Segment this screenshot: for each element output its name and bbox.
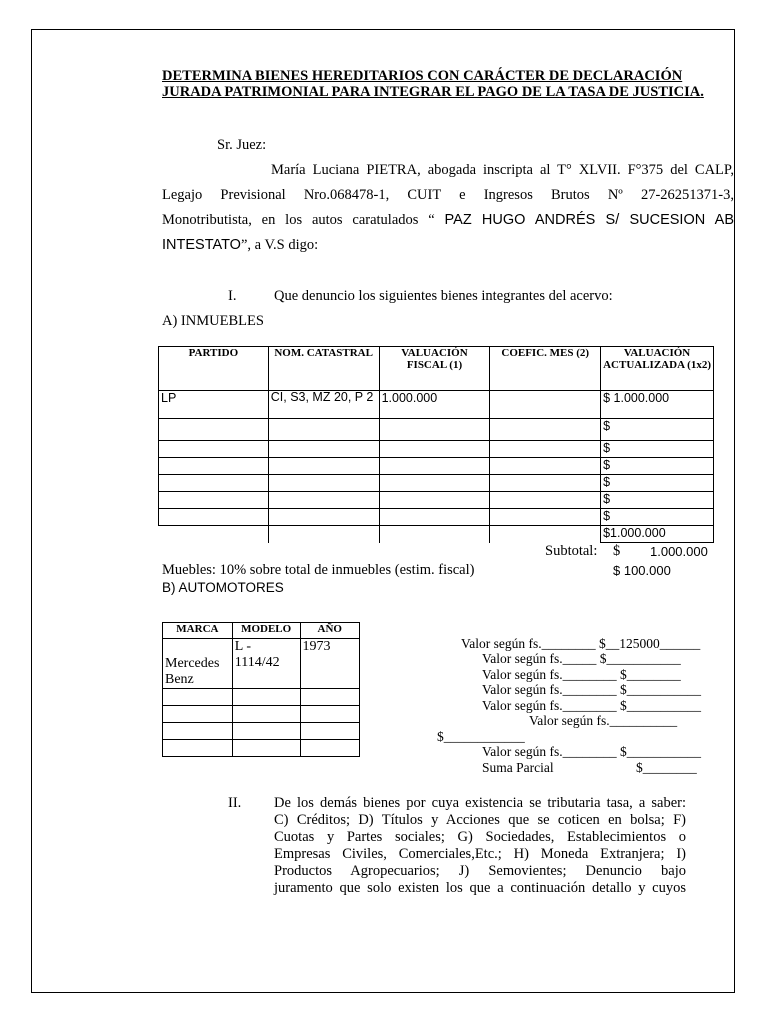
subtotal-currency: $	[613, 543, 621, 559]
cell-actual: $	[601, 475, 714, 492]
cell-anio	[300, 706, 359, 723]
cell-actual: $	[601, 441, 714, 458]
suma-parcial-value: $________	[636, 760, 697, 775]
table-row	[159, 441, 714, 458]
cell-actual: $ 1.000.000	[601, 391, 714, 419]
table-row	[159, 475, 714, 492]
cell-catastral	[268, 475, 379, 492]
cell-coef	[490, 475, 601, 492]
valor-line-5: Valor según fs.________ $___________	[482, 698, 701, 713]
cell-anio: 1973	[300, 639, 359, 689]
cell-modelo	[232, 723, 300, 740]
table-row	[163, 740, 360, 757]
section-2-line-3: Cuotas y Partes sociales; G) Sociedades, Establecimientos o	[274, 829, 686, 845]
header-nom-catastral: NOM. CATASTRAL	[268, 347, 379, 391]
cell-partido	[159, 492, 269, 509]
document-title	[162, 68, 722, 100]
section-2-line-6: juramento que solo existen los que a continuación detallo y cuyos	[274, 880, 686, 896]
intro-line-1: María Luciana PIETRA, abogada inscripta al T° XLVII. F°375 del CALP,	[271, 162, 734, 178]
cell-fiscal: 1.000.000	[379, 391, 490, 419]
subheading-automotores: B) AUTOMOTORES	[162, 580, 284, 595]
header-marca: MARCA	[163, 623, 233, 639]
cell-actual: $	[601, 458, 714, 475]
cell-modelo	[232, 740, 300, 757]
cell-marca: Mercedes Benz	[163, 639, 233, 689]
cell-fiscal	[379, 441, 490, 458]
cell-fiscal	[379, 419, 490, 441]
case-title-part-2: INTESTATO	[162, 237, 241, 253]
table-row	[163, 689, 360, 706]
cell-partido	[159, 441, 269, 458]
header-partido: PARTIDO	[159, 347, 269, 391]
intro-line-4	[162, 237, 318, 254]
valor-line-2: Valor según fs._____ $___________	[482, 651, 681, 666]
inmuebles-header-row	[159, 347, 714, 391]
cell-marca	[163, 689, 233, 706]
cell-partido	[159, 475, 269, 492]
subtotal-value: 1.000.000	[650, 544, 708, 559]
cell-catastral	[268, 441, 379, 458]
section-2-numeral: II.	[228, 795, 242, 811]
valor-line-1: Valor según fs.________ $__125000______	[461, 636, 701, 651]
cell-partido	[159, 458, 269, 475]
cell-actual: $	[601, 492, 714, 509]
cell-marca	[163, 723, 233, 740]
cell-fiscal	[379, 526, 490, 543]
automotores-header-row	[163, 623, 360, 639]
section-1-numeral: I.	[228, 288, 237, 304]
cell-modelo	[232, 706, 300, 723]
cell-catastral	[268, 526, 379, 543]
header-valuacion-fiscal: VALUACIÓN FISCAL (1)	[379, 347, 490, 391]
cell-anio	[300, 740, 359, 757]
table-row	[163, 639, 360, 689]
table-row	[159, 391, 714, 419]
intro-line-3	[162, 212, 734, 229]
cell-marca	[163, 740, 233, 757]
cell-modelo	[232, 689, 300, 706]
cell-fiscal	[379, 509, 490, 526]
cell-catastral	[268, 419, 379, 441]
suma-parcial-label: Suma Parcial	[482, 760, 554, 775]
cell-fiscal	[379, 475, 490, 492]
table-row	[159, 492, 714, 509]
header-anio: AÑO	[300, 623, 359, 639]
header-modelo: MODELO	[232, 623, 300, 639]
table-row	[159, 526, 714, 543]
table-row	[159, 458, 714, 475]
cell-coef	[490, 492, 601, 509]
valor-line-6b: $____________	[437, 729, 525, 744]
intro-line-4b: ”, a V.S digo:	[240, 237, 319, 253]
cell-fiscal	[379, 458, 490, 475]
muebles-value: $ 100.000	[613, 563, 671, 578]
cell-partido	[159, 509, 269, 526]
cell-actual: $	[601, 419, 714, 441]
header-coefic-mes: COEFIC. MES (2)	[490, 347, 601, 391]
cell-anio	[300, 723, 359, 740]
cell-actual: $	[601, 509, 714, 526]
section-2-line-1: De los demás bienes por cuya existencia se tributaria tasa, a saber:	[274, 795, 686, 811]
subtotal-label: Subtotal:	[545, 543, 598, 559]
table-row	[163, 723, 360, 740]
cell-partido	[159, 526, 269, 543]
cell-coef	[490, 458, 601, 475]
muebles-label: Muebles: 10% sobre total de inmuebles (estim. fiscal)	[162, 562, 475, 578]
valor-line-7: Valor según fs.________ $___________	[482, 744, 701, 759]
header-valuacion-actualizada: VALUACIÓN ACTUALIZADA (1x2)	[601, 347, 714, 391]
section-1-text: Que denuncio los siguientes bienes integrantes del acervo:	[274, 288, 613, 304]
cell-coef	[490, 391, 601, 419]
section-2-line-4: Empresas Civiles, Comerciales,Etc.; H) Moneda Extranjera; I)	[274, 846, 686, 862]
automotores-table	[162, 622, 360, 757]
cell-catastral	[268, 458, 379, 475]
cell-coef	[490, 526, 601, 543]
cell-coef	[490, 509, 601, 526]
cell-modelo: L - 1114/42	[232, 639, 300, 689]
cell-marca	[163, 706, 233, 723]
valor-line-3: Valor según fs.________ $________	[482, 667, 681, 682]
intro-line-3a: Monotributista, en los autos caratulados “	[162, 212, 435, 228]
cell-actual: $1.000.000	[601, 526, 714, 543]
valor-line-4: Valor según fs.________ $___________	[482, 682, 701, 697]
cell-partido	[159, 419, 269, 441]
section-2-line-2: C) Créditos; D) Títulos y Acciones que se coticen en bolsa; F)	[274, 812, 686, 828]
table-row	[163, 706, 360, 723]
section-2-line-5: Productos Agropecuarios; J) Semovientes; Denuncio bajo	[274, 863, 686, 879]
cell-anio	[300, 689, 359, 706]
cell-coef	[490, 441, 601, 458]
inmuebles-table	[158, 346, 714, 543]
valor-line-6: Valor según fs.__________	[529, 713, 678, 728]
cell-catastral: CI, S3, MZ 20, P 2	[268, 391, 379, 419]
title-period: .	[700, 84, 704, 100]
salutation: Sr. Juez:	[217, 137, 267, 153]
cell-coef	[490, 419, 601, 441]
cell-catastral	[268, 509, 379, 526]
intro-line-2: Legajo Previsional Nro.068478-1, CUIT e Ingresos Brutos Nº 27-26251371-3,	[162, 187, 734, 203]
case-title-part-1: PAZ HUGO ANDRÉS S/ SUCESION AB	[444, 212, 734, 228]
subheading-inmuebles: A) INMUEBLES	[162, 313, 264, 329]
table-row	[159, 509, 714, 526]
cell-partido: LP	[159, 391, 269, 419]
cell-fiscal	[379, 492, 490, 509]
cell-catastral	[268, 492, 379, 509]
table-row	[159, 419, 714, 441]
title-text: DETERMINA BIENES HEREDITARIOS CON CARÁCTER DE DECLARACIÓN JURADA PATRIMONIAL PARA INTEGRAR EL PAGO DE LA TASA DE JUSTICIA	[162, 68, 701, 100]
